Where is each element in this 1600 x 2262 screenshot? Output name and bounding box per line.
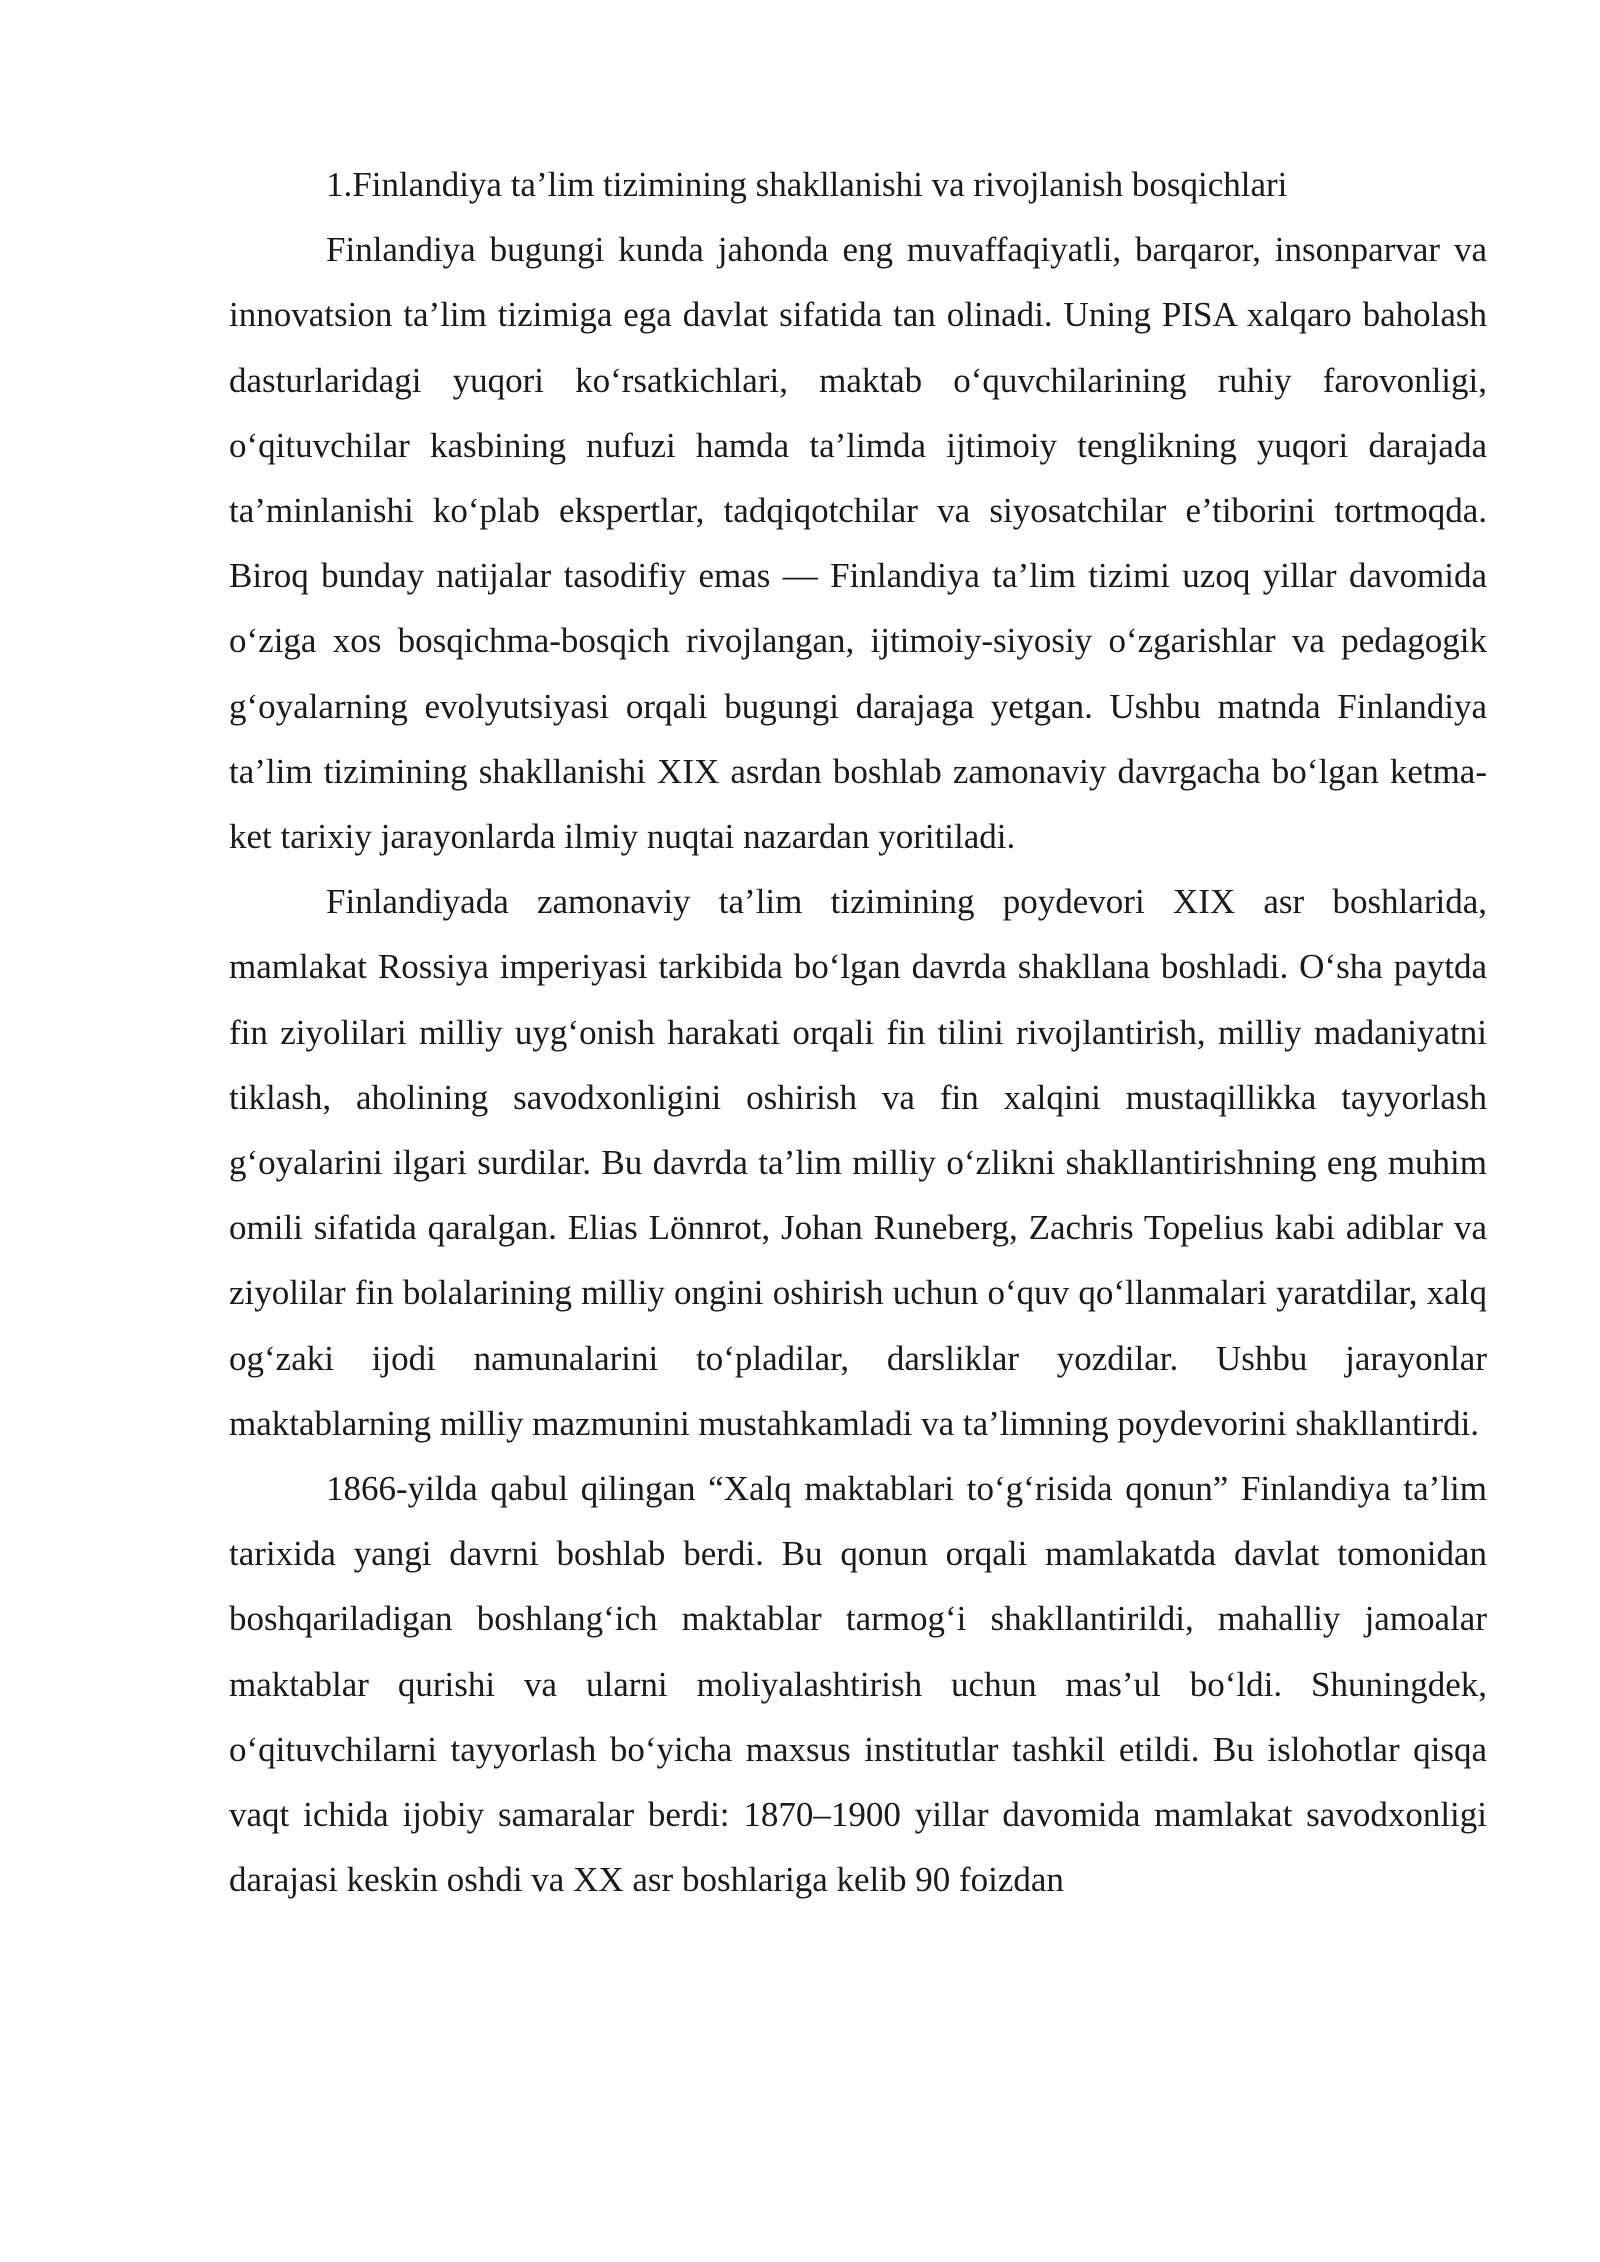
paragraph: Finlandiyada zamonaviy ta’lim tizimining poydevori XIX asr boshlarida, mamlakat Rossiya imperiyasi tarkibida bo‘lgan davrda shakllana boshladi. O‘sha paytda fin ziyolilari milliy uyg‘onish harakati orqali fin tilini rivojlantirish, milliy madaniyatni tiklash, aholining savodxonligini oshirish va fin xalqini mustaqillikka tayyorlash g‘oyalarini ilgari surdilar. Bu davrda ta’lim milliy o‘zlikni shakllantirishning eng muhim omili sifatida qaralgan. Elias Lönnrot, Johan Runeberg, Zachris Topelius kabi adiblar va ziyolilar fin bolalarining milliy ongini oshirish uchun o‘quv qo‘llanmalari yaratdilar, xalq og‘zaki ijodi namunalarini to‘pladilar, darsliklar yozdilar. Ushbu jarayonlar maktablarning milliy mazmunini mustahkamladi va ta’limning poydevorini shakllantirdi. [229,882,1487,1443]
paragraph: 1866-yilda qabul qilingan “Xalq maktablari to‘g‘risida qonun” Finlandiya ta’lim tarixida yangi davrni boshlab berdi. Bu qonun orqali mamlakatda davlat tomonidan boshqariladigan boshlang‘ich maktablar tarmog‘i shakllantirildi, mahalliy jamoalar maktablar qurishi va ularni moliyalashtirish uchun mas’ul bo‘ldi. Shuningdek, o‘qituvchilarni tayyorlash bo‘yicha maxsus institutlar tashkil etildi. Bu islohotlar qisqa vaqt ichida ijobiy samaralar berdi: 1870–1900 yillar davomida mamlakat savodxonligi darajasi keskin oshdi va XX asr boshlariga kelib 90 foizdan [229,1469,1487,1900]
section-heading: 1.Finlandiya ta’lim tizimining shakllanishi va rivojlanish bosqichlari [326,165,1288,204]
document-body [229,152,1487,1912]
paragraph: Finlandiya bugungi kunda jahonda eng muvaffaqiyatli, barqaror, insonparvar va innovatsion ta’lim tizimiga ega davlat sifatida tan olinadi. Uning PISA xalqaro baholash dasturlaridagi yuqori ko‘rsatkichlari, maktab o‘quvchilarining ruhiy farovonligi, o‘qituvchilar kasbining nufuzi hamda ta’limda ijtimoiy tenglikning yuqori darajada ta’minlanishi ko‘plab ekspertlar, tadqiqotchilar va siyosatchilar e’tiborini tortmoqda. Biroq bunday natijalar tasodifiy emas — Finlandiya ta’lim tizimi uzoq yillar davomida o‘ziga xos bosqichma-bosqich rivojlangan, ijtimoiy-siyosiy o‘zgarishlar va pedagogik g‘oyalarning evolyutsiyasi orqali bugungi darajaga yetgan. Ushbu matnda Finlandiya ta’lim tizimining shakllanishi XIX asrdan boshlab zamonaviy davrgacha bo‘lgan ketma-ket tarixiy jarayonlarda ilmiy nuqtai nazardan yoritiladi. [229,230,1487,857]
